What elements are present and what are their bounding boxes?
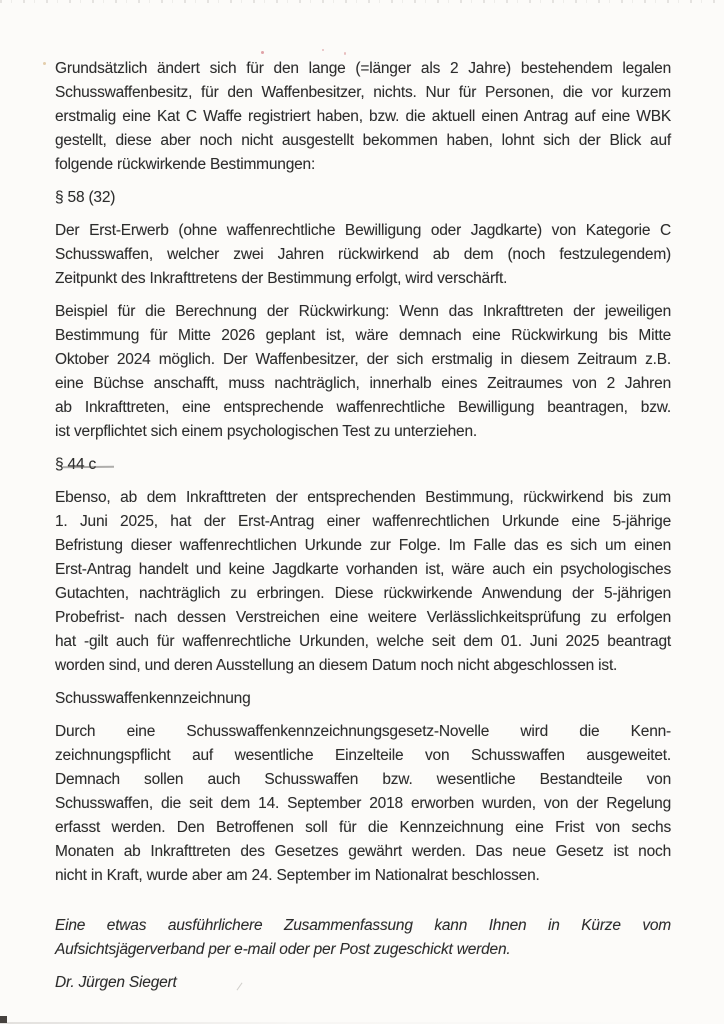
text-line: Bestimmung für Mitte 2026 geplant ist, wäre demnach eine Rückwirkung bis Mitte bbox=[55, 327, 671, 344]
paragraph-closing-note bbox=[55, 914, 671, 962]
signature-line bbox=[55, 971, 671, 995]
paragraph-intro bbox=[55, 57, 671, 177]
scan-artifact-corner-mark bbox=[0, 1016, 7, 1023]
text-line: Zeitpunkt des Inkrafttretens der Bestimmung erfolgt, wird verschärft. bbox=[55, 270, 508, 287]
text-line: Demnach sollen auch Schusswaffen bzw. wesentliche Bestandteile von bbox=[55, 771, 671, 788]
scan-artifact-top-edge-noise bbox=[0, 0, 724, 3]
paragraph-befristung bbox=[55, 486, 671, 678]
text-line: Schusswaffenkennzeichnung bbox=[55, 690, 251, 707]
text-line: Der Erst-Erwerb (ohne waffenrechtliche Bewilligung oder Jagdkarte) von Kategorie C bbox=[55, 222, 671, 239]
paragraph-beispiel-rueckwirkung bbox=[55, 300, 671, 444]
text-line: ab Inkrafttreten, eine entsprechende waffenrechtliche Bewilligung beantragen, bzw. bbox=[55, 399, 671, 416]
text-line: § 58 (32) bbox=[55, 189, 116, 206]
text-line: hat -gilt auch für waffenrechtliche Urkunden, welche seit dem 01. Juni 2025 beantragt bbox=[55, 633, 671, 650]
text-line: Aufsichtsjägerverband per e-mail oder per Post zugeschickt werden. bbox=[55, 941, 511, 958]
text-line: erstmalig eine Kat C Waffe registriert haben, bzw. die aktuell einen Antrag auf eine WBK bbox=[55, 108, 671, 125]
scan-artifact-speck bbox=[43, 62, 46, 65]
text-line: Durch eine Schusswaffenkennzeichnungsgesetz-Novelle wird die Kenn- bbox=[55, 723, 671, 740]
text-line: Befristung dieser waffenrechtlichen Urkunde zur Folge. Im Falle das es sich um einen bbox=[55, 537, 671, 554]
paragraph-erst-erwerb bbox=[55, 219, 671, 291]
text-line: folgende rückwirkende Bestimmungen: bbox=[55, 156, 316, 173]
text-line: ist verpflichtet sich einem psychologischen Test zu unterziehen. bbox=[55, 423, 478, 440]
text-line: Monaten ab Inkrafttreten des Gesetzes gewährt werden. Das neue Gesetz ist noch bbox=[55, 843, 671, 860]
document-body bbox=[55, 57, 671, 995]
section-ref-44c bbox=[55, 453, 671, 477]
text-line: zeichnungspflicht auf wesentliche Einzelteile von Schusswaffen ausgeweitet. bbox=[55, 747, 671, 764]
heading-kennzeichnung bbox=[55, 687, 671, 711]
text-line: 1. Juni 2025, hat der Erst-Antrag einer waffenrechtlichen Urkunde eine 5-jährige bbox=[55, 513, 671, 530]
text-line bbox=[55, 453, 671, 477]
text-line: Schusswaffen, welcher zwei Jahren rückwirkend ab dem (noch festzulegendem) bbox=[55, 246, 671, 263]
text-line: Probefrist- nach dessen Verstreichen eine weitere Verlässlichkeitsprüfung zu erfolgen bbox=[55, 609, 671, 626]
text-line: Schusswaffen, die seit dem 14. September 2018 erworben wurden, von der Regelung bbox=[55, 795, 671, 812]
text-line: Erst-Antrag handelt und keine Jagdkarte vorhanden ist, wäre auch ein psychologisches bbox=[55, 561, 671, 578]
text-line: gestellt, diese aber noch nicht ausgestellt bekommen haben, lohnt sich der Blick auf bbox=[55, 132, 671, 149]
paragraph-kennzeichnung bbox=[55, 720, 671, 888]
text-line: erfasst werden. Den Betroffenen soll für die Kennzeichnung eine Frist von sechs bbox=[55, 819, 671, 836]
scan-artifact-speck bbox=[322, 49, 324, 51]
scan-artifact-speck bbox=[344, 52, 346, 55]
text-line: eine Büchse anschafft, muss nachträglich, innerhalb eines Zeitraumes von 2 Jahren bbox=[55, 375, 671, 392]
text-line: worden sind, und deren Ausstellung an diesem Datum noch nicht abgeschlossen ist. bbox=[55, 657, 618, 674]
text-line: Schusswaffenbesitz, für den Waffenbesitzer, nichts. Nur für Personen, die vor kurzem bbox=[55, 84, 671, 101]
scan-artifact-speck bbox=[261, 51, 264, 54]
text-line: Beispiel für die Berechnung der Rückwirkung: Wenn das Inkrafttreten der jeweiligen bbox=[55, 303, 671, 320]
struck-text: § 44 c bbox=[55, 453, 96, 477]
text-line: nicht in Kraft, wurde aber am 24. September im Nationalrat beschlossen. bbox=[55, 867, 540, 884]
text-line: Eine etwas ausführlichere Zusammenfassung kann Ihnen in Kürze vom bbox=[55, 917, 671, 934]
section-ref-58 bbox=[55, 186, 671, 210]
text-line: Ebenso, ab dem Inkrafttreten der entsprechenden Bestimmung, rückwirkend bis zum bbox=[55, 489, 671, 506]
text-line: Oktober 2024 möglich. Der Waffenbesitzer, der sich erstmalig in diesem Zeitraum z.B. bbox=[55, 351, 671, 368]
text-line: Dr. Jürgen Siegert bbox=[55, 974, 177, 991]
text-line: Grundsätzlich ändert sich für den lange (=länger als 2 Jahre) bestehendem legalen bbox=[55, 60, 671, 77]
text-line: Gutachten, nachträglich zu erbringen. Diese rückwirkende Anwendung der 5-jährigen bbox=[55, 585, 671, 602]
